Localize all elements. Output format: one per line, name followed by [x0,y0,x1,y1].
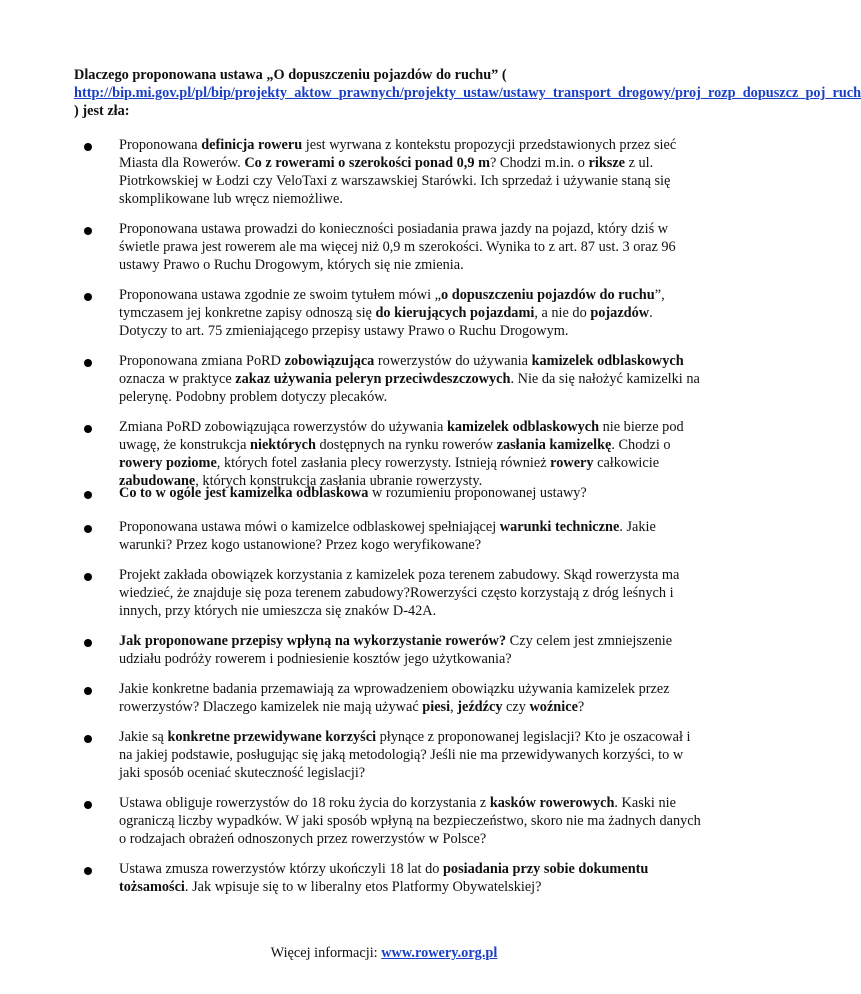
list-item-text [119,286,704,340]
text-run: Ustawa obliguje rowerzystów do 18 roku życia do korzystania z [119,795,490,811]
bullet-icon [84,687,92,695]
bullet-icon [84,639,92,647]
text-run: , [450,699,458,715]
bold-text: zabudowane [119,473,196,489]
document-heading [74,66,861,120]
text-run: . Dotyczy to art. 75 zmieniającego przepisy ustawy Prawo o Ruchu Drogowym. [119,305,653,339]
footer-link[interactable]: www.rowery.org.pl [381,945,498,961]
bullet-icon [84,293,92,301]
list-item [84,860,704,896]
text-run: nie bierze pod uwagę, że konstrukcja [119,419,684,453]
list-item [84,136,704,208]
heading-link[interactable]: http://bip.mi.gov.pl/pl/bip/projekty_aktow_prawnych/projekty_ustaw/ustawy_transport_drogowy/proj_rozp_dopuszcz_poj_ruch [74,85,861,101]
list-item [84,680,704,716]
text-run: Proponowana [119,137,202,153]
text-run: Ustawa zmusza rowerzystów którzy ukończyli 18 lat do [119,861,443,877]
list-item-text [119,518,704,554]
bold-text: kasków rowerowych [489,795,615,811]
text-run: ”, tymczasem jej konkretne zapisy odnoszą się [119,287,665,321]
bold-text: posiadania przy sobie dokumentu tożsamości [119,861,649,895]
text-run: . Nie da się nałożyć kamizelki na pelerynę. Podobny problem dotyczy plecaków. [119,371,700,405]
list-item [84,220,704,274]
text-run: Czy celem jest zmniejszenie udziału podróży rowerem i podniesienie kosztów jego użytkowania? [119,633,673,667]
bold-text: zobowiązująca [284,353,375,369]
bold-text: definicja roweru [201,137,303,153]
text-run: Zmiana PoRD zobowiązująca rowerzystów do używania [119,419,447,435]
list-item [84,566,704,620]
bullet-icon [84,227,92,235]
bold-text: pojazdów [590,305,650,321]
text-run: Proponowana ustawa mówi o kamizelce odblaskowej spełniającej [119,519,500,535]
list-item [84,418,704,490]
bullet-icon [84,801,92,809]
text-run: Jakie są [119,729,168,745]
text-run: Proponowana ustawa zgodnie ze swoim tytułem mówi „ [119,287,442,303]
list-item-text [119,352,704,406]
bold-text: zakaz używania peleryn przeciwdeszczowych [235,371,511,387]
text-run: Jakie konkretne badania przemawiają za wprowadzeniem obowiązku używania kamizelek przez rowerzystów? Dlaczego kamizelek nie mają używać [119,681,670,715]
text-run: z ul. Piotrkowskiej w Łodzi czy VeloTaxi z warszawskiej Starówki. Ich sprzedaż i używanie staną się skomplikowane lub wręcz niemożliwe. [119,155,671,207]
text-run: , a nie do [534,305,591,321]
list-item-text [119,860,704,896]
list-item-text [119,418,704,490]
text-run: jest wyrwana z kontekstu propozycji przedstawionych przez sieć Miasta dla Rowerów. [119,137,677,171]
heading-text-end: ) jest zła: [74,103,130,119]
text-run: ? [577,699,585,715]
bold-text: kamizelek odblaskowych [531,353,684,369]
bullet-icon [84,425,92,433]
list-item-text [119,566,704,620]
bold-text: niektórych [250,437,316,453]
list-item [84,484,704,502]
text-run: . Jak wpisuje się to w liberalny etos Platformy Obywatelskiej? [184,879,542,895]
bold-text: zasłania kamizelkę [496,437,612,453]
text-run: , których fotel zasłania plecy rowerzysty. Istnieją również [216,455,551,471]
text-run: Proponowana zmiana PoRD [119,353,285,369]
text-run: w rozumieniu proponowanej ustawy? [368,485,587,501]
bold-text: warunki techniczne [499,519,620,535]
bullet-icon [84,359,92,367]
bold-text: Co to w ogóle jest kamizelka odblaskowa [119,485,369,501]
bullet-icon [84,143,92,151]
list-item [84,794,704,848]
bold-text: kamizelek odblaskowych [446,419,600,435]
list-item [84,286,704,340]
text-run: Proponowana ustawa prowadzi do konieczności posiadania prawa jazdy na pojazd, który dziś w świetle prawa jest rowerem ale ma więcej niż 0,9 m szerokości. Wynika to z art. 87 ust. 3 oraz 96 ustawy Prawo o Ruchu Drogowym, których się nie zmienia. [119,221,676,273]
text-run: . Chodzi o [611,437,671,453]
text-run: czy [502,699,530,715]
list-item-text [119,632,704,668]
list-item-text [119,136,704,208]
bold-text: piesi [422,699,451,715]
list-item-text [119,680,704,716]
text-run: Projekt zakłada obowiązek korzystania z kamizelek poza terenem zabudowy. Skąd rowerzysta ma wiedzieć, że znajduje się poza terenem zabudowy?Rowerzyści często korzystają z dróg leśnych i innych, przy których nie umieszcza się znaków D-42A. [119,567,680,619]
heading-text-start: Dlaczego proponowana ustawa „O dopuszczeniu pojazdów do ruchu” ( [74,67,507,83]
text-run: ? Chodzi m.in. o [490,155,589,171]
list-item [84,632,704,668]
list-item-text [119,220,704,274]
list-item-text [119,728,704,782]
bold-text: Jak proponowane przepisy wpłyną na wykorzystanie rowerów? [119,633,507,649]
text-run: . Jakie warunki? Przez kogo ustanowione? Przez kogo weryfikowane? [119,519,656,553]
bullet-icon [84,525,92,533]
list-item [84,352,704,406]
text-run: płynące z proponowanej legislacji? Kto je oszacował i na jakiej podstawie, posługując się jaką metodologią? Jeśli nie ma przewidywanych korzyści, to w jaki sposób oceniać skuteczność legislacji? [119,729,691,781]
bullet-icon [84,735,92,743]
bullet-icon [84,573,92,581]
bold-text: konkretne przewidywane korzyści [167,729,377,745]
footer [0,944,768,962]
text-run: rowerzystów do używania [374,353,532,369]
bold-text: rowery [550,455,594,471]
bold-text: jeźdźcy [457,699,503,715]
bold-text: o dopuszczeniu pojazdów do ruchu [441,287,655,303]
bold-text: Co z rowerami o szerokości ponad 0,9 m [244,155,491,171]
bullet-icon [84,867,92,875]
text-run: . Kaski nie ograniczą liczby wypadków. W jaki sposób wpłyną na bezpieczeństwo, skoro nie ma żadnych danych o rodzajach obrażeń odnoszonych przez rowerzystów w Polsce? [119,795,701,847]
list-item-text [119,794,704,848]
text-run: całkowicie [593,455,660,471]
text-run: , których konstrukcja zasłania ubranie rowerzysty. [195,473,483,489]
bold-text: do kierujących pojazdami [375,305,535,321]
bold-text: woźnice [529,699,578,715]
list-item-text [119,484,704,502]
bold-text: riksze [588,155,626,171]
text-run: dostępnych na rynku rowerów [315,437,497,453]
footer-label: Więcej informacji: [270,945,382,961]
list-item [84,518,704,554]
bullet-icon [84,491,92,499]
bold-text: rowery poziome [119,455,217,471]
list-item [84,728,704,782]
text-run: oznacza w praktyce [119,371,236,387]
